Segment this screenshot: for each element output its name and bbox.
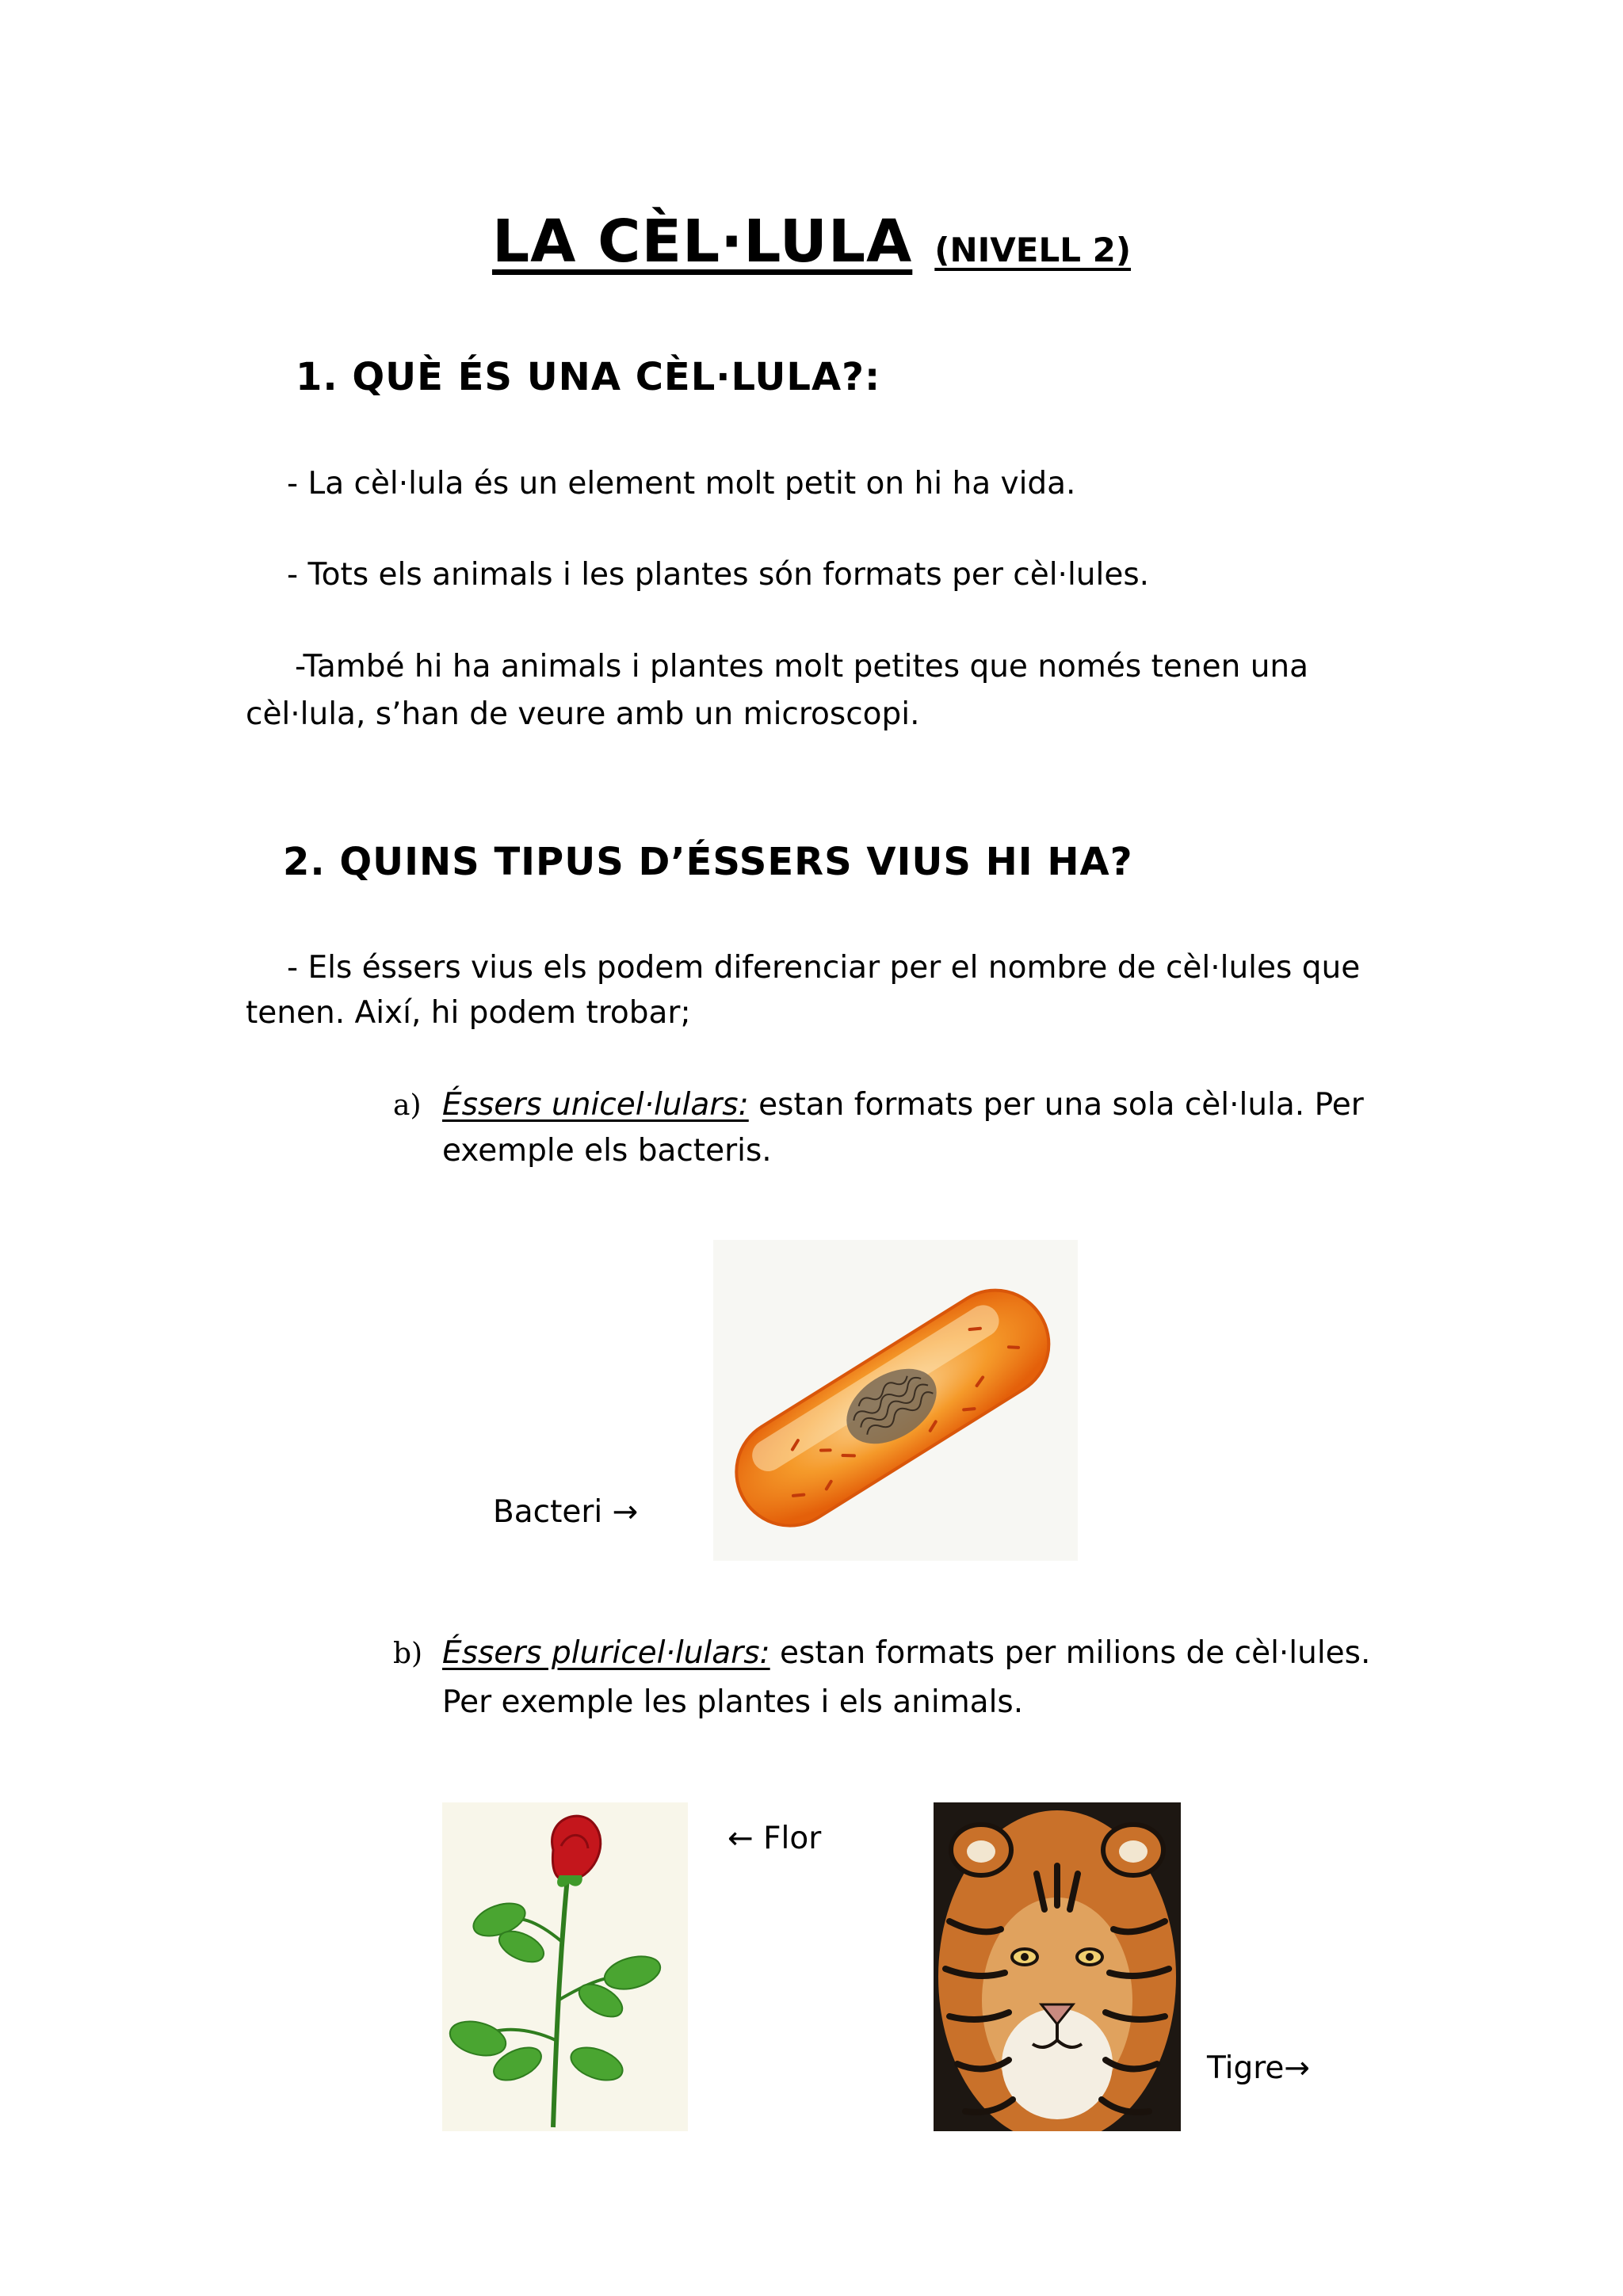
item-a-line1 <box>442 1082 1364 1128</box>
section2-heading: 2. QUINS TIPUS D’ÉSSERS VIUS HI HA? <box>283 840 1133 884</box>
item-b-letter: b) <box>393 1638 423 1670</box>
item-a-text: estan formats per una sola cèl·lula. Per <box>748 1087 1364 1123</box>
section1-paragraph-3-line2: cèl·lula, s’han de veure amb un microscopi. <box>246 696 920 732</box>
section1-paragraph-2: - Tots els animals i les plantes són formats per cèl·lules. <box>287 557 1150 593</box>
tiger-image <box>934 1802 1181 2131</box>
item-a-line2: exemple els bacteris. <box>442 1133 772 1169</box>
item-a-term: Éssers unicel·lulars: <box>442 1087 749 1123</box>
section2-intro-line2: tenen. Així, hi podem trobar; <box>246 995 691 1031</box>
page-title <box>0 208 1623 276</box>
item-b-text: estan formats per milions de cèl·lules. <box>769 1635 1371 1671</box>
item-b-term: Éssers pluricel·lulars: <box>442 1635 770 1671</box>
item-b-line2: Per exemple les plantes i els animals. <box>442 1684 1024 1720</box>
caption-tigre: Tigre→ <box>1207 2050 1311 2086</box>
section1-heading: 1. QUÈ ÉS UNA CÈL·LULA?: <box>296 355 881 399</box>
item-b-line1 <box>442 1630 1370 1676</box>
rose-image <box>442 1802 688 2131</box>
title-level: (NIVELL 2) <box>934 231 1132 269</box>
section1-paragraph-1: - La cèl·lula és un element molt petit on hi ha vida. <box>287 466 1076 502</box>
section1-paragraph-3-line1: -També hi ha animals i plantes molt petites que només tenen una <box>295 649 1309 685</box>
caption-bacteri: Bacteri → <box>493 1494 639 1530</box>
item-a-letter: a) <box>393 1089 422 1122</box>
bacteria-image <box>713 1240 1078 1561</box>
section2-intro-line1: - Els éssers vius els podem diferenciar per el nombre de cèl·lules que <box>287 950 1361 986</box>
title-main: LA CÈL·LULA <box>491 208 913 276</box>
caption-flor: ← Flor <box>727 1821 822 1856</box>
